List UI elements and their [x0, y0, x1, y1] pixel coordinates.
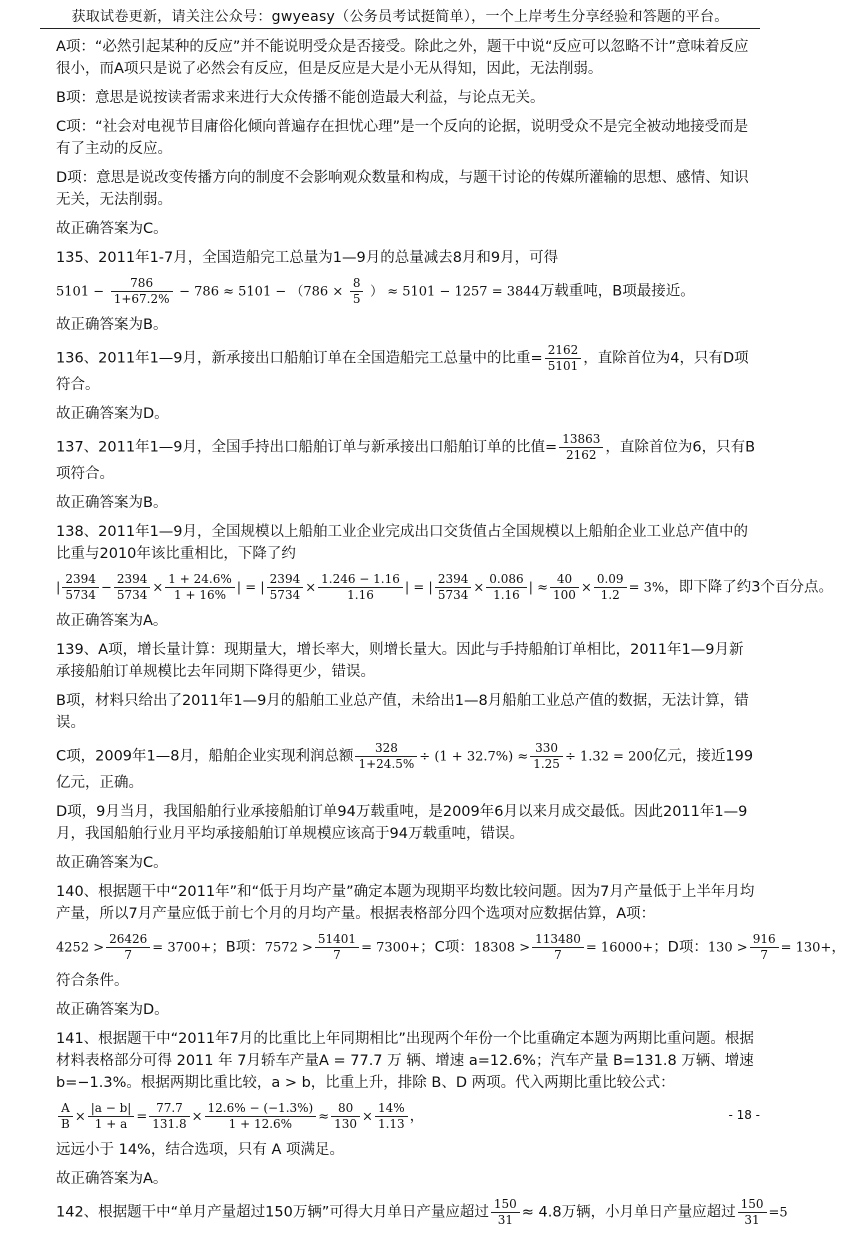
- q136-answer: 故正确答案为D。: [56, 406, 169, 422]
- q139-c-frac-1: [355, 741, 417, 772]
- q141-frac-2: [88, 1101, 135, 1132]
- q141-tail: 远远小于 14%，结合选项，只有 A 项满足。: [56, 1142, 344, 1158]
- num: |a − b|: [88, 1101, 135, 1117]
- q138-frac-d1: [550, 572, 579, 603]
- times: ×: [152, 580, 164, 596]
- q135-fraction-1-den: 1+67.2%: [113, 292, 170, 306]
- num: 2394: [114, 572, 151, 588]
- q140-d-pre: 130 >: [707, 940, 748, 956]
- times: ×: [362, 1109, 373, 1125]
- den: 1+24.5%: [358, 757, 415, 771]
- minus: −: [100, 580, 112, 596]
- q139-answer: 故正确答案为C。: [56, 855, 168, 871]
- q138-frac-b2: [318, 572, 403, 603]
- q135-tail: 万载重吨，B项最接近。: [539, 283, 695, 300]
- q139-c-frac-2: [530, 741, 563, 772]
- q140-c-frac: [532, 932, 584, 963]
- num: 2394: [267, 572, 304, 588]
- q136-fraction: [545, 343, 582, 374]
- page-number: - 18 -: [728, 1108, 760, 1122]
- den: 31: [497, 1213, 513, 1227]
- q141-approx: ≈: [318, 1109, 330, 1125]
- den: 7: [554, 948, 562, 962]
- q137-post: ，直除首位为6，只有B项符合。: [56, 439, 756, 482]
- q140-formula: [56, 932, 846, 963]
- num: 916: [750, 932, 779, 948]
- num: 113480: [532, 932, 584, 948]
- num: 26426: [106, 932, 150, 948]
- den: 7: [124, 948, 133, 962]
- q142-text: [56, 1197, 788, 1228]
- num: A: [58, 1101, 73, 1117]
- abs-eq: | = |: [236, 580, 265, 596]
- q141-end: ，: [409, 1108, 425, 1125]
- page-content: [56, 36, 846, 1235]
- den: 5734: [437, 588, 469, 602]
- den: 1.2: [600, 588, 620, 602]
- q141-formula: [56, 1101, 756, 1132]
- num: 1 + 24.6%: [165, 572, 234, 588]
- q140-a-result: = 3700+: [152, 940, 212, 956]
- header-divider: [40, 28, 760, 29]
- den: 1.16: [347, 588, 374, 602]
- q138-frac-b1: [267, 572, 304, 603]
- den: 1 + a: [94, 1117, 128, 1131]
- q135-answer: 故正确答案为B。: [56, 317, 168, 333]
- page-header: 获取试卷更新，请关注公众号：gwyeasy（公务员考试挺简单），一个上岸考生分享经验和答题的平台。: [71, 9, 729, 25]
- q140-answer: 故正确答案为D。: [56, 1002, 169, 1018]
- num: 40: [550, 572, 579, 588]
- q139-option-a: 139、A项，增长量计算：现期量大，增长率大，则增长量大。因此与手持船舶订单相比，2011年1—9月新承接船舶订单规模比去年同期下降得更少，错误。: [56, 642, 744, 680]
- q137-fraction: [559, 432, 603, 463]
- q137-text: [56, 432, 756, 485]
- q140-d-result: = 130+: [780, 940, 832, 956]
- den: 100: [553, 588, 576, 602]
- num: 1.246 − 1.16: [318, 572, 403, 588]
- q140-a-frac: [106, 932, 150, 963]
- q139-c-result: ÷ 1.32 = 200: [564, 749, 653, 765]
- abs-eq: | = |: [404, 580, 433, 596]
- den: 31: [744, 1213, 760, 1227]
- q139-option-b: B项，材料只给出了2011年1—9月的船舶工业总产值，未给出1—8月船舶工业总产值的数据，无法计算，错误。: [56, 693, 749, 731]
- q140-b-pre: 7572 >: [264, 940, 313, 956]
- q135-fraction-2-den: 5: [352, 292, 361, 306]
- num: 80: [331, 1101, 360, 1117]
- times: ×: [74, 1109, 86, 1125]
- q141-intro: 141、根据题干中“2011年7月的比重比上年同期相比”出现两个年份一个比重确定本题为两期比重问题。根据材料表格部分可得 2011 年 7月轿车产量A = 77.7 万 辆、增速 a=12.6%；汽车产量 B=131.8 万辆、增速 b=−1.3%。根据两期比重比较，a > b，比重上升，排除 B、D 两项。代入两期比重比较公式：: [56, 1031, 754, 1091]
- den: 130: [334, 1117, 358, 1131]
- num: 330: [530, 741, 563, 757]
- equals: =: [136, 1109, 148, 1125]
- den: 1.16: [493, 588, 520, 602]
- q140-tail: 符合条件。: [56, 973, 129, 989]
- q138-result: = 3%: [628, 580, 665, 596]
- times: ×: [473, 580, 485, 596]
- q136-fraction-den: 5101: [547, 359, 579, 373]
- q140-b-label: ；B项：: [211, 939, 265, 956]
- q136-pre: 136、2011年1—9月，新承接出口船舶订单在全国造船完工总量中的比重=: [56, 350, 543, 367]
- q137-fraction-den: 2162: [566, 448, 597, 462]
- q141-frac-3: [149, 1101, 189, 1132]
- q136-text: [56, 343, 756, 396]
- q142-frac-2: [738, 1197, 767, 1228]
- q135-formula: [56, 276, 756, 307]
- den: 5734: [269, 588, 301, 602]
- q135-fraction-2: [350, 276, 364, 307]
- q142-post: =5: [768, 1205, 788, 1221]
- q137-pre: 137、2011年1—9月，全国手持出口船舶订单与新承接出口船舶订单的比值=: [56, 439, 558, 456]
- q138-frac-c1: [435, 572, 472, 603]
- q140-intro: 140、根据题干中“2011年”和“低于月均产量”确定本题为现期平均数比较问题。因为7月产量低于上半年月均产量，所以7月产量应低于前七个月的月均产量。根据表格部分四个选项对应数据估算，A项：: [56, 884, 755, 922]
- q135-intro: 135、2011年1-7月，全国造船完工总量为1—9月的总量减去8月和9月，可得: [56, 250, 559, 266]
- num: 150: [491, 1197, 520, 1213]
- q135-fraction-1-num: 786: [111, 276, 173, 292]
- q135-math-a: 5101 −: [56, 284, 105, 300]
- q134-option-b: B项：意思是说按读者需求来进行大众传播不能创造最大利益，与论点无关。: [56, 90, 545, 106]
- q140-d-frac: [750, 932, 779, 963]
- q141-frac-4: [205, 1101, 317, 1132]
- q142-frac-1: [491, 1197, 520, 1228]
- q140-c-result: = 16000+: [585, 940, 654, 956]
- q141-frac-6: [375, 1101, 408, 1132]
- q138-formula: [56, 572, 833, 603]
- q141-frac-5: [331, 1101, 360, 1132]
- q139-c-mid: ÷ (1 + 32.7%) ≈: [419, 749, 529, 765]
- den: 1 + 16%: [174, 588, 227, 602]
- num: 0.086: [486, 572, 526, 588]
- q138-frac-a2: [114, 572, 151, 603]
- num: 2394: [62, 572, 99, 588]
- den: 5734: [65, 588, 96, 602]
- q138-tail: ，即下降了约3个百分点。: [664, 579, 833, 596]
- q140-c-label: ；C项：: [420, 939, 474, 956]
- num: 12.6% − (−1.3%): [205, 1101, 317, 1117]
- q139-option-c: [56, 741, 756, 794]
- q140-c-pre: 18308 >: [473, 940, 531, 956]
- abs-approx: | ≈: [528, 580, 549, 596]
- q142-mid: ≈ 4.8万辆，小月单日产量应超过: [521, 1204, 736, 1221]
- q138-intro: 138、2011年1—9月，全国规模以上船舶工业企业完成出口交货值占全国规模以上船舶企业工业总产值中的比重与2010年该比重相比，下降了约: [56, 524, 749, 562]
- q137-fraction-num: 13863: [559, 432, 603, 448]
- q140-end: ，: [831, 939, 846, 956]
- num: 150: [738, 1197, 767, 1213]
- q139-c-pre: C项，2009年1—8月，船舶企业实现利润总额: [56, 748, 354, 765]
- q140-d-label: ；D项：: [653, 939, 708, 956]
- q135-fraction-2-num: 8: [350, 276, 364, 292]
- times: ×: [305, 580, 317, 596]
- q140-a-pre: 4252 >: [56, 940, 105, 956]
- den: 1.13: [377, 1117, 405, 1131]
- q142-pre: 142、根据题干中“单月产量超过150万辆”可得大月单日产量应超过: [56, 1204, 489, 1221]
- q136-fraction-num: 2162: [545, 343, 582, 359]
- den: 7: [760, 948, 768, 962]
- q138-frac-d2: [594, 572, 627, 603]
- num: 14%: [375, 1101, 408, 1117]
- den: 1.25: [533, 757, 560, 771]
- q138-frac-a1: [62, 572, 99, 603]
- num: 328: [355, 741, 417, 757]
- num: 2394: [435, 572, 472, 588]
- den: 1 + 12.6%: [228, 1117, 293, 1131]
- q139-c-post: 亿元，接近199亿元，正确。: [56, 748, 754, 791]
- den: B: [61, 1117, 70, 1131]
- q141-frac-1: [58, 1101, 73, 1132]
- q141-answer: 故正确答案为A。: [56, 1171, 168, 1187]
- times: ×: [191, 1109, 203, 1125]
- num: 0.09: [594, 572, 627, 588]
- q136-post: ，直除首位为4，只有D项符合。: [56, 350, 749, 393]
- q135-math-c: ） ≈ 5101 − 1257 = 3844: [370, 284, 540, 300]
- q134-option-c: C项：“社会对电视节目庸俗化倾向普遍存在担忧心理”是一个反向的论据，说明受众不是完全被动地接受而是有了主动的反应。: [56, 119, 749, 157]
- q137-answer: 故正确答案为B。: [56, 495, 168, 511]
- q134-option-a: A项：“必然引起某种的反应”并不能说明受众是否接受。除此之外，题干中说“反应可以忽略不计”意味着反应很小，而A项只是说了必然会有反应，但是反应是大是小无从得知，因此，无法削弱。: [56, 39, 749, 77]
- q138-frac-a3: [165, 572, 234, 603]
- q138-frac-c2: [486, 572, 526, 603]
- q140-b-result: = 7300+: [361, 940, 421, 956]
- abs-bar: |: [56, 580, 61, 596]
- q135-fraction-1: [111, 276, 173, 307]
- num: 77.7: [149, 1101, 189, 1117]
- q134-answer: 故正确答案为C。: [56, 221, 168, 237]
- q139-option-d: D项，9月当月，我国船舶行业承接船舶订单94万载重吨，是2009年6月以来月成交最低。因此2011年1—9月，我国船舶行业月平均承接船舶订单规模应该高于94万载重吨，错误。: [56, 804, 748, 842]
- q135-math-b: − 786 ≈ 5101 − （786 ×: [179, 284, 344, 300]
- q138-answer: 故正确答案为A。: [56, 613, 168, 629]
- num: 51401: [315, 932, 359, 948]
- den: 5734: [116, 588, 148, 602]
- times: ×: [580, 580, 592, 596]
- q140-b-frac: [315, 932, 359, 963]
- den: 7: [333, 948, 341, 962]
- den: 131.8: [152, 1117, 187, 1131]
- q134-option-d: D项：意思是说改变传播方向的制度不会影响观众数量和构成，与题干讨论的传媒所灌输的思想、感情、知识无关，无法削弱。: [56, 170, 749, 208]
